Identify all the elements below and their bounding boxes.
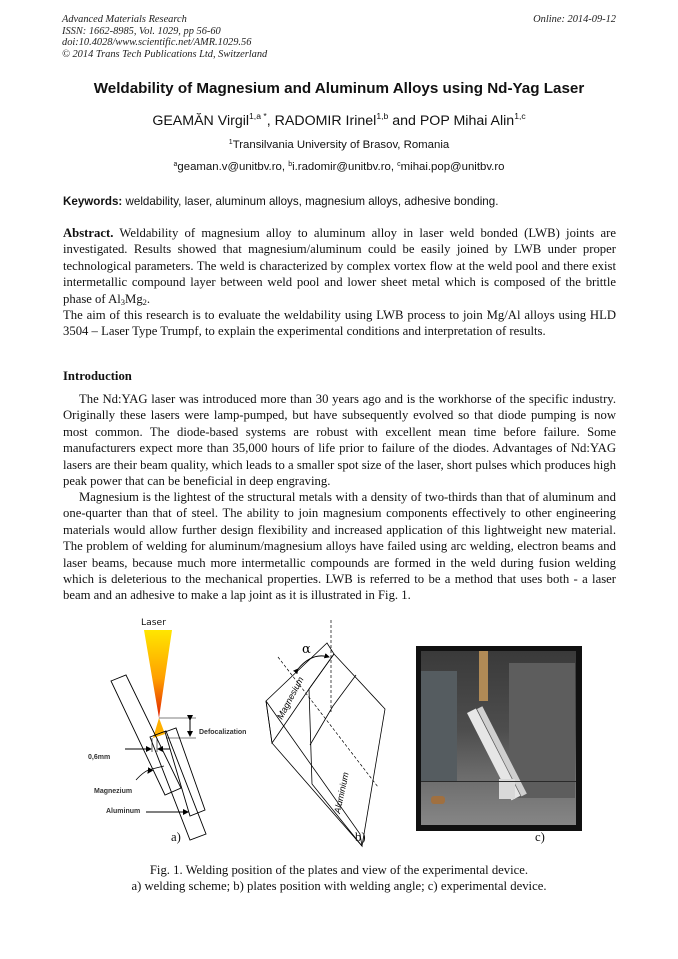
- online-date: Online: 2014-09-12: [533, 14, 616, 25]
- abstract-text: .: [146, 291, 151, 306]
- emails-line: [0, 161, 678, 173]
- keywords: [63, 195, 498, 208]
- magnezium-label: Magnezium: [94, 788, 133, 795]
- keywords-text: weldability, laser, aluminum alloys, magnesium alloys, adhesive bonding.: [122, 195, 499, 208]
- sublabel-b: b): [355, 830, 366, 844]
- paper-title: Weldability of Magnesium and Aluminum Alloys using Nd-Yag Laser: [93, 80, 585, 97]
- email-link[interactable]: i.radomir@unitbv.ro: [292, 161, 391, 173]
- magnesium-label: Magnesium: [274, 675, 306, 721]
- intro-paragraph-1: The Nd:YAG laser was introduced more than 30 years ago and is the workhorse of the specific industry. Originally these lasers were lamp-pumped, but have subsequently evolved so that diode pumping is now most common. The diode-based systems are robust with excellent mean time before failure. Some manufacturers expect more than 35,000 hours of life prior to failure of the diodes. Advantages of Nd:YAG lasers are their beam quality, which leads to a smaller spot size of the laser, short pulses which produces high peak power that can be beneficial in deep engraving.: [63, 392, 616, 489]
- section-heading-introduction: Introduction: [63, 369, 132, 383]
- aluminum-plate: [150, 731, 206, 840]
- separator: and: [388, 113, 420, 129]
- gap-label: 0,6mm: [88, 754, 111, 761]
- affiliation-sup: 1: [228, 139, 233, 146]
- author-name: GEAMĂN Virgil: [152, 113, 250, 129]
- journal-copyright: © 2014 Trans Tech Publications Ltd, Switzerland: [62, 48, 268, 60]
- abstract-text: Weldability of magnesium alloy to aluminum alloy in laser weld bonded (LWB) joints are investigated. Results showed that magnesium/aluminum could be easily joined by LWB under proper technological parameters. The weld is characterized by complex vortex flow at the weld pool and there exist intermetallic compound layer between weld pool and lower sheet metal which is composed of the brittle phase of Al: [63, 226, 616, 306]
- magnesium-plate: [111, 675, 181, 795]
- figure-caption-line-2: a) welding scheme; b) plates position with welding angle; c) experimental device.: [131, 879, 547, 893]
- sublabel-c: c): [535, 830, 545, 844]
- separator: ,: [390, 161, 398, 173]
- plates-angle-diagram: [266, 620, 385, 846]
- author-name: RADOMIR Irinel: [274, 113, 377, 129]
- subscript: 2: [142, 296, 147, 307]
- email-sup: a: [173, 161, 178, 168]
- intro-paragraph-2: Magnesium is the lightest of the structural metals with a density of two-thirds than that of aluminum and one-quarter than that of steel. The ability to join magnesium components effectively to other engineering materials would allow further design flexibility and increased application of this lightweight new material. The problem of welding for aluminum/magnesium alloys have failed using arc welding, electron beams and laser beams, because much more intermetallic compounds are formed in the weld during fusion welding which is deleterious to the mechanical properties. LWB is referred to be a method that uses both - a laser beam and an adhesive to make a lap joint as it is illustrated in Fig. 1.: [63, 490, 616, 603]
- author-sup: 1,b: [376, 111, 389, 121]
- journal-name: Advanced Materials Research: [62, 14, 187, 25]
- aluminum-label: Aluminum: [106, 808, 141, 815]
- abstract-aim-paragraph: The aim of this research is to evaluate the weldability using LWB process to join Mg/Al alloys using HLD 3504 – Laser Type Trumpf, to explain the experimental conditions and interpretation of results.: [63, 308, 616, 339]
- aluminium-label: Aluminium: [332, 771, 351, 815]
- alpha-angle-label: α: [302, 642, 311, 657]
- laser-label: Laser: [141, 617, 166, 628]
- affiliation-text: Transilvania University of Brasov, Romania: [232, 139, 450, 151]
- journal-header: [62, 14, 267, 60]
- subscript: 3: [120, 296, 126, 307]
- email-link[interactable]: mihai.pop@unitbv.ro: [400, 161, 505, 173]
- experimental-device-photo: [416, 646, 582, 831]
- journal-doi: doi:10.4028/www.scientific.net/AMR.1029.56: [62, 37, 252, 49]
- journal-issn: ISSN: 1662-8985, Vol. 1029, pp 56-60: [62, 25, 221, 37]
- author-sup: 1,c: [514, 111, 526, 121]
- authors-line: [0, 113, 678, 129]
- separator: ,: [281, 161, 289, 173]
- separator: ,: [266, 113, 275, 129]
- email-sup: c: [397, 161, 401, 168]
- author-sup: 1,a *: [249, 111, 267, 121]
- author-name: POP Mihai Alin: [419, 113, 515, 129]
- keywords-label: Keywords:: [63, 195, 123, 208]
- figure-1: [0, 612, 678, 852]
- email-link[interactable]: geaman.v@unitbv.ro: [177, 161, 282, 173]
- figure-caption-line-1: Fig. 1. Welding position of the plates and view of the experimental device.: [149, 863, 529, 877]
- abstract-paragraph: [63, 225, 616, 310]
- laser-beam-icon: [144, 630, 172, 718]
- email-sup: b: [288, 161, 293, 168]
- sublabel-a: a): [171, 830, 181, 844]
- abstract-text: Mg: [125, 291, 143, 306]
- abstract-label: Abstract.: [63, 226, 114, 240]
- defocalization-label: Defocalization: [199, 729, 247, 736]
- affiliation: [0, 139, 678, 151]
